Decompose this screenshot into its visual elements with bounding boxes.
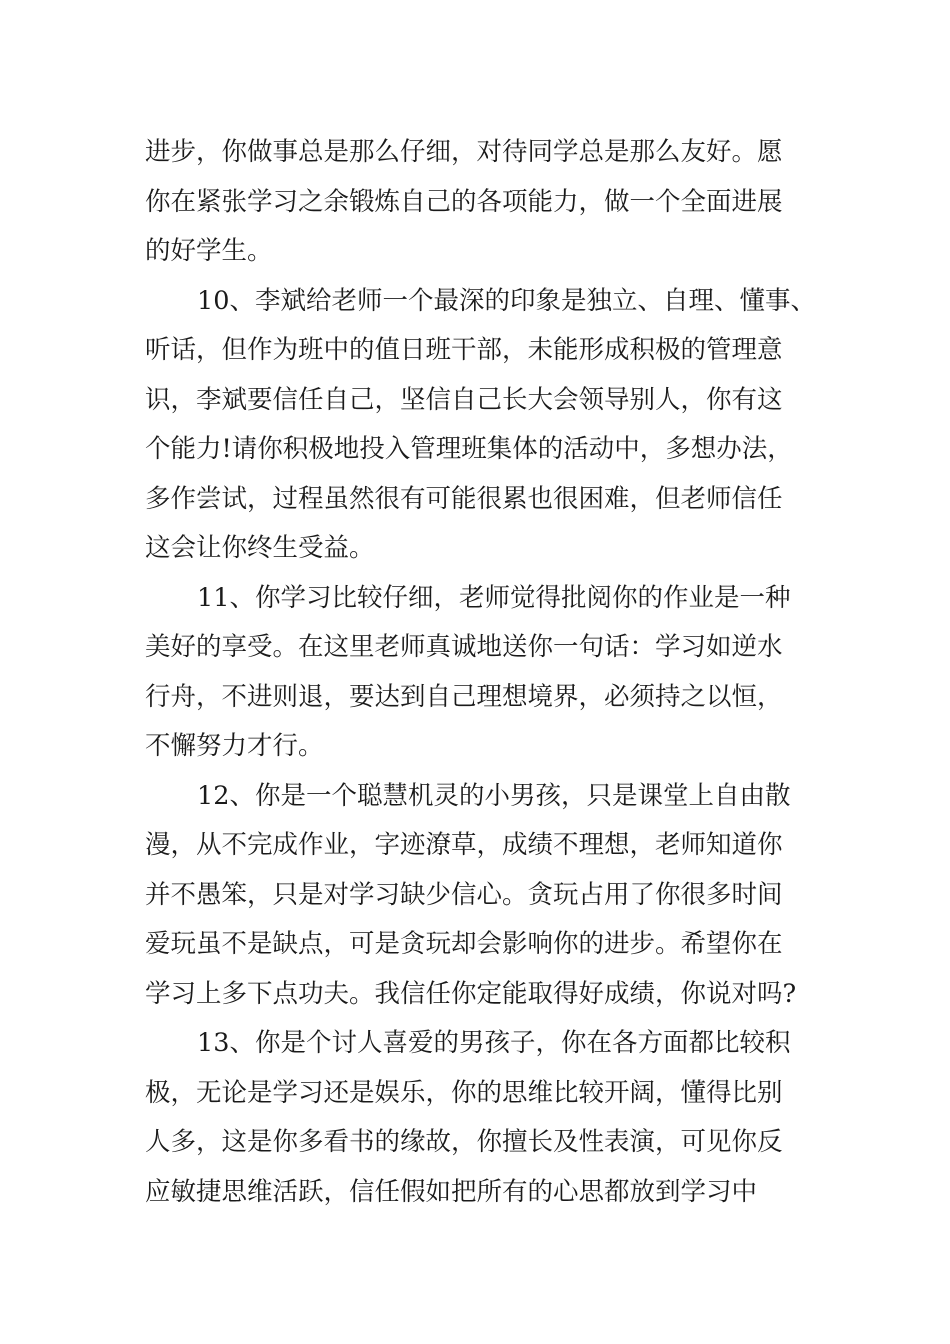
- text-line: 的好学生。: [145, 236, 273, 266]
- text-line: 进步，你做事总是那么仔细，对待同学总是那么友好。愿: [145, 137, 783, 167]
- text-line: 不懈努力才行。: [145, 731, 324, 761]
- body-text: [145, 128, 816, 1217]
- text-line: 学习上多下点功夫。我信任你定能取得好成绩，你说对吗?: [145, 978, 797, 1009]
- text-line: 爱玩虽不是缺点，可是贪玩却会影响你的进步。希望你在: [145, 929, 783, 959]
- text-line: 应敏捷思维活跃，信任假如把所有的心思都放到学习中: [145, 1176, 758, 1207]
- text-line: 这会让你终生受益。: [145, 533, 375, 563]
- text-line: 识，李斌要信任自己，坚信自己长大会领导别人，你有这: [145, 384, 783, 415]
- paragraph-first-line: 11、你学习比较仔细，老师觉得批阅你的作业是一种: [197, 582, 791, 613]
- text-line: 多作尝试，过程虽然很有可能很累也很困难，但老师信任: [145, 483, 783, 514]
- text-line: 并不愚笨，只是对学习缺少信心。贪玩占用了你很多时间: [145, 879, 783, 910]
- paragraph-first-line: 12、你是一个聪慧机灵的小男孩，只是课堂上自由散: [197, 780, 791, 811]
- paragraph-first-line: 10、李斌给老师一个最深的印象是独立、自理、懂事、: [197, 285, 816, 316]
- text-line: 极，无论是学习还是娱乐，你的思维比较开阔，懂得比别: [145, 1077, 783, 1108]
- paragraph-first-line: 13、你是个讨人喜爱的男孩子，你在各方面都比较积: [197, 1028, 791, 1058]
- text-line: 漫，从不完成作业，字迹潦草，成绩不理想，老师知道你: [145, 830, 783, 860]
- text-line: 你在紧张学习之余锻炼自己的各项能力，做一个全面进展: [145, 186, 783, 217]
- text-line: 美好的享受。在这里老师真诚地送你一句话：学习如逆水: [145, 632, 783, 662]
- text-line: 行舟，不进则退，要达到自己理想境界，必须持之以恒，: [145, 681, 783, 712]
- text-line: 人多，这是你多看书的缘故，你擅长及性表演，可见你反: [145, 1127, 783, 1157]
- text-line: 个能力!请你积极地投入管理班集体的活动中，多想办法，: [145, 434, 793, 464]
- text-line: 听话，但作为班中的值日班干部，未能形成积极的管理意: [145, 335, 783, 365]
